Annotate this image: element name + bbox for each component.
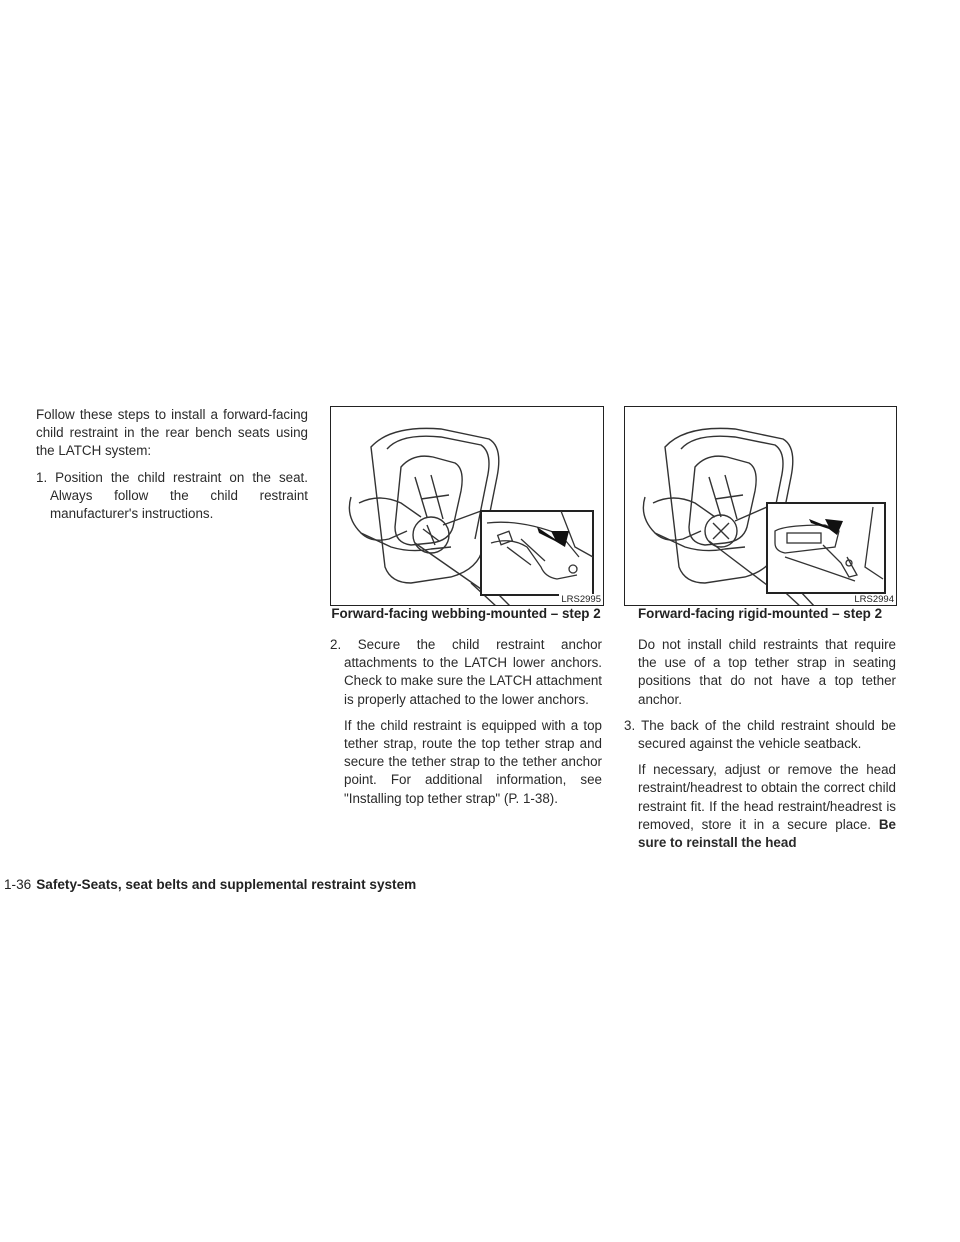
step-3: 3. The back of the child restraint should be secured against the vehicle seatback.: [624, 717, 896, 752]
column-right: [624, 636, 896, 852]
child-seat-illustration-webbing: [331, 407, 603, 605]
step-3-note-text: If necessary, adjust or remove the head restraint/headrest to obtain the correct child restraint fit. If the head restraint/headrest is removed, store it in a secure place.: [638, 762, 896, 832]
column-left: [36, 406, 308, 523]
top-tether-warning: Do not install child restraints that require the use of a top tether strap in seating positions that do not have a top tether anchor.: [638, 637, 896, 707]
figure-rigid-mounted: [624, 406, 897, 606]
page-footer: [4, 877, 416, 892]
step-2-note: If the child restraint is equipped with a top tether strap, route the top tether strap and secure the tether strap to the tether anchor point. For additional information, see "Installing top tether strap" (P. 1-38).: [344, 717, 602, 806]
intro-paragraph: Follow these steps to install a forward-facing child restraint in the rear bench seats using the LATCH system:: [36, 407, 308, 459]
figure-caption: Forward-facing rigid-mounted – step 2: [637, 606, 883, 621]
section-title: Safety-Seats, seat belts and supplemental restraint system: [36, 877, 417, 892]
figure-webbing-mounted: [330, 406, 604, 606]
column-middle: [330, 636, 602, 808]
child-seat-illustration-rigid: [625, 407, 896, 605]
step-2: 2. Secure the child restraint anchor attachments to the LATCH lower anchors. Check to make sure the LATCH attachment is properly attached to the lower anchors.: [330, 637, 603, 707]
step-3-bold-warning: Be sure to reinstall the head: [638, 816, 896, 851]
figure-code: LRS2995: [561, 594, 601, 605]
step-1: 1. Position the child restraint on the seat. Always follow the child restraint manufacturer's instructions.: [36, 469, 308, 522]
page-number: 1-36: [4, 877, 32, 892]
step-3-note: [624, 761, 896, 852]
figure-code: LRS2994: [854, 594, 894, 605]
figure-caption: Forward-facing webbing-mounted – step 2: [331, 606, 601, 621]
